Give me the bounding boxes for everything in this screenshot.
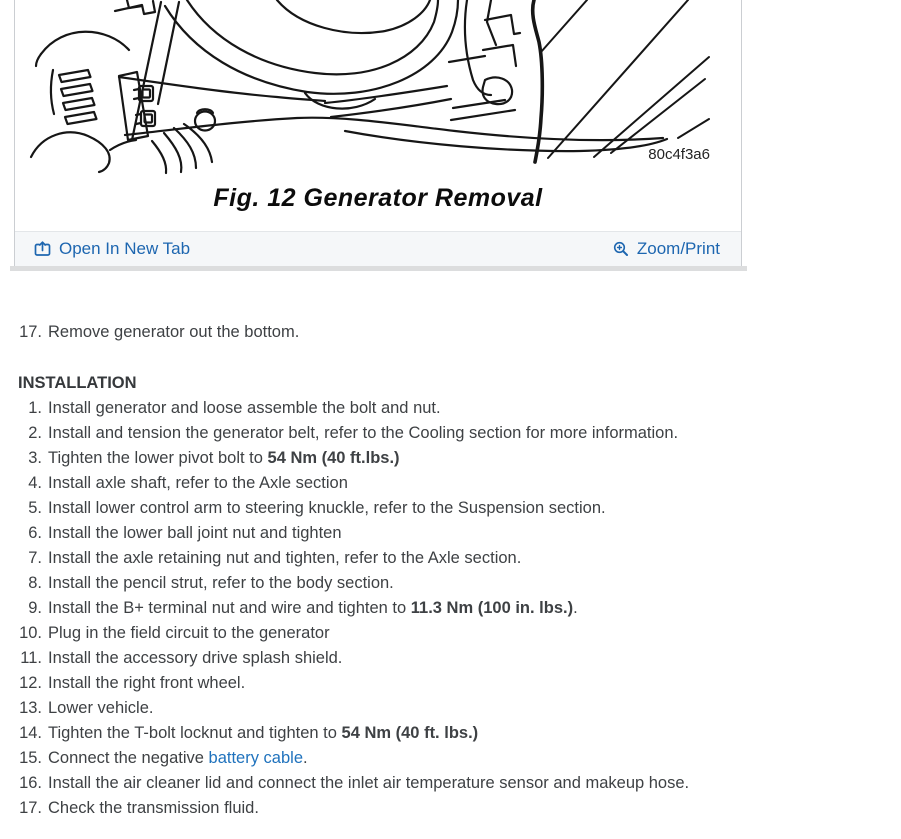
step-text-segment: Install the right front wheel. [48, 674, 246, 692]
step-text-segment: Install lower control arm to steering knuckle, refer to the Suspension section. [48, 499, 606, 517]
step-number: 9. [28, 599, 42, 617]
step-text [48, 320, 299, 345]
step-text-segment: Lower vehicle. [48, 699, 154, 717]
step-text [48, 771, 689, 796]
step-text-segment: Install the air cleaner lid and connect the inlet air temperature sensor and makeup hose. [48, 774, 690, 792]
step-text-segment: Plug in the field circuit to the generator [48, 624, 330, 642]
installation-heading: INSTALLATION [18, 374, 137, 392]
step-number: 12. [19, 674, 42, 692]
open-in-new-tab-icon [34, 241, 51, 257]
installation-step-row [18, 596, 901, 621]
step-number: 6. [28, 524, 42, 542]
step-number: 7. [28, 549, 42, 567]
step-number: 2. [28, 424, 42, 442]
step-text [48, 721, 478, 746]
zoom-magnifier-icon [613, 241, 629, 257]
installation-step-row [18, 646, 901, 671]
step-text-segment: Install the lower ball joint nut and tighten [48, 524, 342, 542]
figure-canvas [15, 0, 741, 231]
step-number: 5. [28, 499, 42, 517]
installation-step-row [18, 471, 901, 496]
step-text [48, 696, 153, 721]
figure-caption: Fig. 12 Generator Removal [213, 184, 543, 212]
installation-step-row [18, 496, 901, 521]
step-text-segment: Install the accessory drive splash shield. [48, 649, 343, 667]
step-number: 4. [28, 474, 42, 492]
installation-step-row [18, 721, 901, 746]
step-text-segment: Install generator and loose assemble the bolt and nut. [48, 399, 441, 417]
step-text-segment: Install axle shaft, refer to the Axle section [48, 474, 348, 492]
step-text-segment: Check the transmission fluid. [48, 799, 259, 817]
installation-step-row [18, 746, 901, 771]
installation-step-row [18, 421, 901, 446]
step-text [48, 621, 330, 646]
figure-part-code: 80c4f3a6 [648, 146, 710, 163]
step-text-segment: Tighten the T-bolt locknut and tighten to [48, 724, 342, 742]
step-number: 14. [19, 724, 42, 742]
installation-step-row [18, 696, 901, 721]
step-number: 13. [19, 699, 42, 717]
step-number: 8. [28, 574, 42, 592]
step-text-segment: Install the axle retaining nut and tighten, refer to the Axle section. [48, 549, 522, 567]
step-number: 17. [19, 799, 42, 817]
installation-step-row [18, 521, 901, 546]
zoom-print-label: Zoom/Print [636, 239, 720, 258]
step-number: 15. [19, 749, 42, 767]
step-text [48, 596, 578, 621]
step-text-segment: . [573, 599, 578, 617]
removal-steps-list [18, 320, 901, 345]
procedure-content [0, 271, 901, 821]
step-text-segment: Remove generator out the bottom. [48, 323, 300, 341]
installation-step-row [18, 621, 901, 646]
step-text [48, 471, 348, 496]
step-text [48, 446, 400, 471]
step-number: 1. [28, 399, 42, 417]
step-text [48, 396, 441, 421]
generator-removal-diagram [15, 0, 741, 176]
torque-spec: 54 Nm (40 ft.lbs.) [267, 449, 400, 467]
open-in-new-tab-link[interactable] [34, 239, 190, 259]
step-number: 11. [20, 649, 42, 667]
step-number: 16. [19, 774, 42, 792]
step-text-segment: Install the pencil strut, refer to the body section. [48, 574, 394, 592]
removal-step-row [18, 320, 901, 345]
installation-step-row [18, 671, 901, 696]
step-text [48, 421, 678, 446]
zoom-print-link[interactable] [613, 239, 720, 259]
installation-step-row [18, 446, 901, 471]
step-text-segment: Install the B+ terminal nut and wire and tighten to [48, 599, 411, 617]
step-text [48, 571, 394, 596]
installation-step-row [18, 771, 901, 796]
step-text [48, 796, 259, 821]
step-number: 3. [28, 449, 42, 467]
step-text-segment: Tighten the lower pivot bolt to [48, 449, 268, 467]
step-text [48, 521, 342, 546]
step-text [48, 746, 308, 771]
installation-step-row [18, 571, 901, 596]
open-in-new-tab-label: Open In New Tab [59, 239, 191, 258]
figure-toolbar [15, 231, 741, 266]
installation-step-row [18, 796, 901, 821]
installation-step-row [18, 396, 901, 421]
installation-step-row [18, 546, 901, 571]
step-text-segment: . [303, 749, 308, 767]
torque-spec: 11.3 Nm (100 in. lbs.) [410, 599, 574, 617]
step-text [48, 496, 606, 521]
step-number: 10. [19, 624, 42, 642]
step-text-segment: Connect the negative [48, 749, 209, 767]
figure-panel [14, 0, 742, 266]
step-text [48, 646, 342, 671]
battery-cable-link[interactable]: battery cable [208, 749, 304, 767]
step-number: 17. [19, 323, 42, 341]
installation-steps-list [18, 396, 901, 821]
step-text [48, 546, 521, 571]
step-text-segment: Install and tension the generator belt, refer to the Cooling section for more information. [48, 424, 679, 442]
torque-spec: 54 Nm (40 ft. lbs.) [341, 724, 479, 742]
step-text [48, 671, 245, 696]
